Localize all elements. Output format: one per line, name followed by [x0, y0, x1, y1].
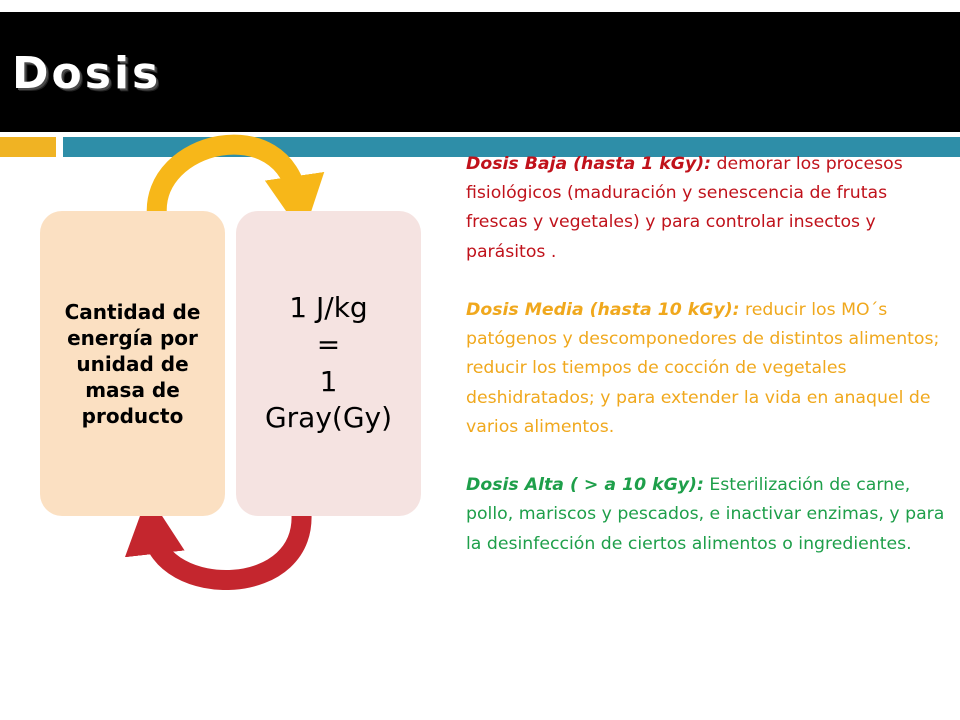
dose-high	[466, 471, 946, 559]
title-bar	[0, 12, 960, 132]
slide-title: Dosis	[12, 48, 162, 99]
bottom-arrow	[152, 508, 302, 580]
unit-equals: =	[316, 327, 341, 361]
dose-low-text: demorar los procesos fisiológicos (maduración y senescencia de frutas frescas y vegetales) y para controlar insectos y parásitos .	[466, 154, 903, 262]
unit-one: 1	[319, 364, 338, 398]
dose-medium-label: Dosis Media (hasta 10 kGy):	[466, 300, 740, 320]
unit-gray: Gray(Gy)	[264, 401, 393, 435]
dose-high-text: Esterilización de carne, pollo, mariscos y pescados, e inactivar enzimas, y para la desinfección de ciertos alimentos o ingredientes.	[466, 475, 945, 554]
dose-descriptions	[466, 150, 946, 588]
dose-medium	[466, 296, 946, 442]
unit-jkg: 1 J/kg	[289, 290, 368, 324]
dose-low-label: Dosis Baja (hasta 1 kGy):	[466, 154, 712, 174]
energy-definition-text: Cantidad de energía por unidad de masa de producto	[64, 299, 201, 428]
top-arrow	[157, 145, 298, 216]
dose-medium-text: reducir los MO´s patógenos y descomponedores de distintos alimentos; reducir los tiempos de cocción de vegetales deshidratados; y para extender la vida en anaquel de varios alimentos.	[466, 300, 940, 437]
dose-low	[466, 150, 946, 267]
dose-high-label: Dosis Alta ( > a 10 kGy):	[466, 475, 704, 496]
gray-unit-box	[236, 211, 421, 516]
energy-definition-box	[40, 211, 225, 516]
